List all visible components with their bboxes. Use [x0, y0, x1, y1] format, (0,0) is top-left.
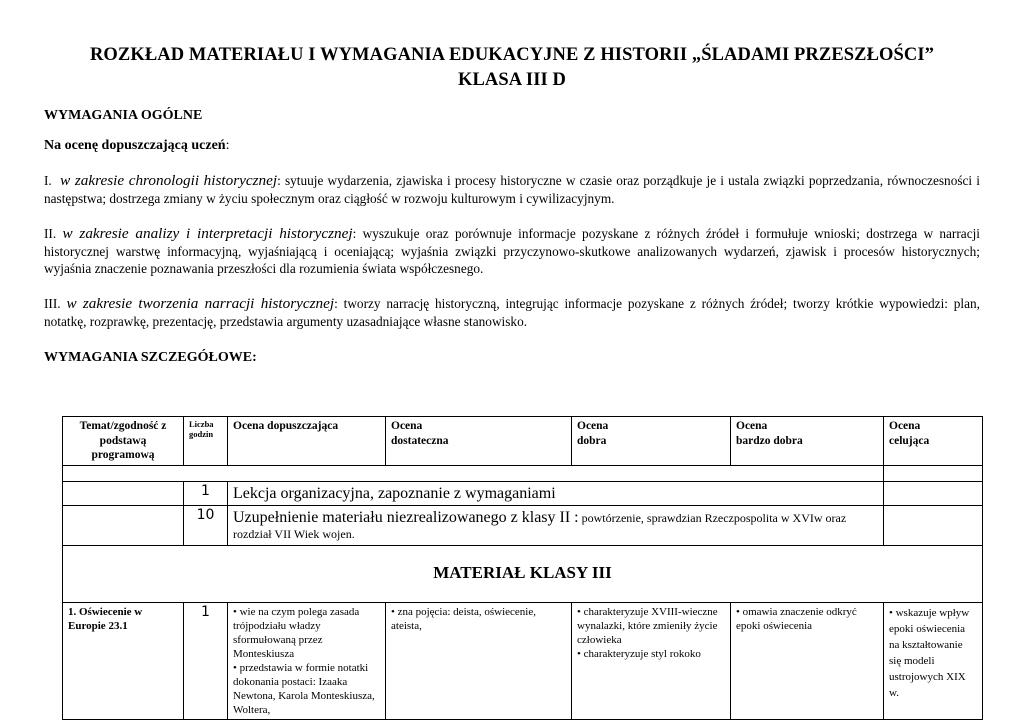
detailed-requirements-heading: WYMAGANIA SZCZEGÓŁOWE:: [44, 350, 257, 365]
lesson-title: Uzupełnienie materiału niezrealizowanego z klasy II : powtórzenie, sprawdzian Rzeczpospolita w XVIw oraz rozdział VII Wiek wojen.: [228, 505, 884, 545]
document-title: ROZKŁAD MATERIAŁU I WYMAGANIA EDUKACYJNE Z HISTORII „ŚLADAMI PRZESZŁOŚCI”: [89, 45, 935, 65]
grade-3-cell: • zna pojęcia: deista, oświecenie, ateista,: [386, 602, 572, 719]
lesson-title: Lekcja organizacyjna, zapoznanie z wymaganiami: [228, 481, 884, 505]
header-grade-6: Ocena celująca: [884, 417, 983, 466]
header-topic: Temat/zgodność z podstawą programową: [63, 417, 184, 466]
grade-2-cell: • wie na czym polega zasada trójpodziału władzy sformułowaną przez Monteskiusza • przedstawia w formie notatki dokonania postaci: Izaaka Newtona, Karola Monteskiusza, Woltera,: [228, 602, 386, 719]
hours-cell: 1: [184, 602, 228, 719]
grade-6-cell: • wskazuje wpływ epoki oświecenia na kształtowanie się modeli ustrojowych XIX w.: [884, 602, 983, 719]
header-hours: Liczba godzin: [184, 417, 228, 466]
topic-cell: 1. Oświecenie w Europie 23.1: [63, 602, 184, 719]
table-header-row: [63, 417, 983, 466]
table-row: [63, 602, 983, 719]
header-grade-2: Ocena dopuszczająca: [228, 417, 386, 466]
lesson-hours: 1: [184, 481, 228, 505]
grade-4-cell: • charakteryzuje XVIII-wieczne wynalazki, które zmieniły życie człowieka • charakteryzuje styl rokoko: [572, 602, 731, 719]
table-row-lesson: [63, 505, 983, 545]
requirement-item-1: I. w zakresie chronologii historycznej: sytuuje wydarzenia, zjawiska i procesy historyczne w czasie oraz porządkuje je i ustala związki poprzedzania, równoczesności i następstwa; dostrzega zmiany w życiu społecznym oraz ciągłość w rozwoju kulturowym i cywilizacyjnym.: [44, 172, 980, 206]
table-row-section: [63, 545, 983, 602]
requirements-table: [62, 416, 983, 720]
header-grade-5: Ocena bardzo dobra: [731, 417, 884, 466]
table-row-empty: [63, 465, 983, 481]
requirement-item-2: II. w zakresie analizy i interpretacji historycznej: wyszukuje oraz porównuje informacje pozyskane z różnych źródeł i formułuje wnioski; dostrzega w narracji historycznej warstwę informacyjną, wyjaśniającą i oceniającą; wyjaśnia związki przyczynowo-skutkowe analizowanych wydarzeń, zjawisk i procesów historycznych; wyjaśnia znaczenie poznawania przeszłości dla rozumienia świata współczesnego.: [44, 225, 980, 276]
general-requirements-heading: WYMAGANIA OGÓLNE: [44, 108, 203, 123]
header-grade-4: Ocena dobra: [572, 417, 731, 466]
table-row-lesson: [63, 481, 983, 505]
header-grade-3: Ocena dostateczna: [386, 417, 572, 466]
requirement-item-3: III. w zakresie tworzenia narracji historycznej: tworzy narrację historyczną, integrując informacje pozyskane z różnych źródeł; tworzy krótkie wypowiedzi: plan, notatkę, rozprawkę, prezentację, przedstawia argumenty uzasadniające własne stanowisko.: [44, 295, 981, 329]
grade-5-cell: • omawia znaczenie odkryć epoki oświecenia: [731, 602, 884, 719]
section-title: MATERIAŁ KLASY III: [63, 545, 983, 602]
grade-label: Na ocenę dopuszczającą uczeń:: [44, 138, 230, 153]
document-subtitle: KLASA III D: [457, 70, 567, 90]
lesson-hours: 10: [184, 505, 228, 545]
